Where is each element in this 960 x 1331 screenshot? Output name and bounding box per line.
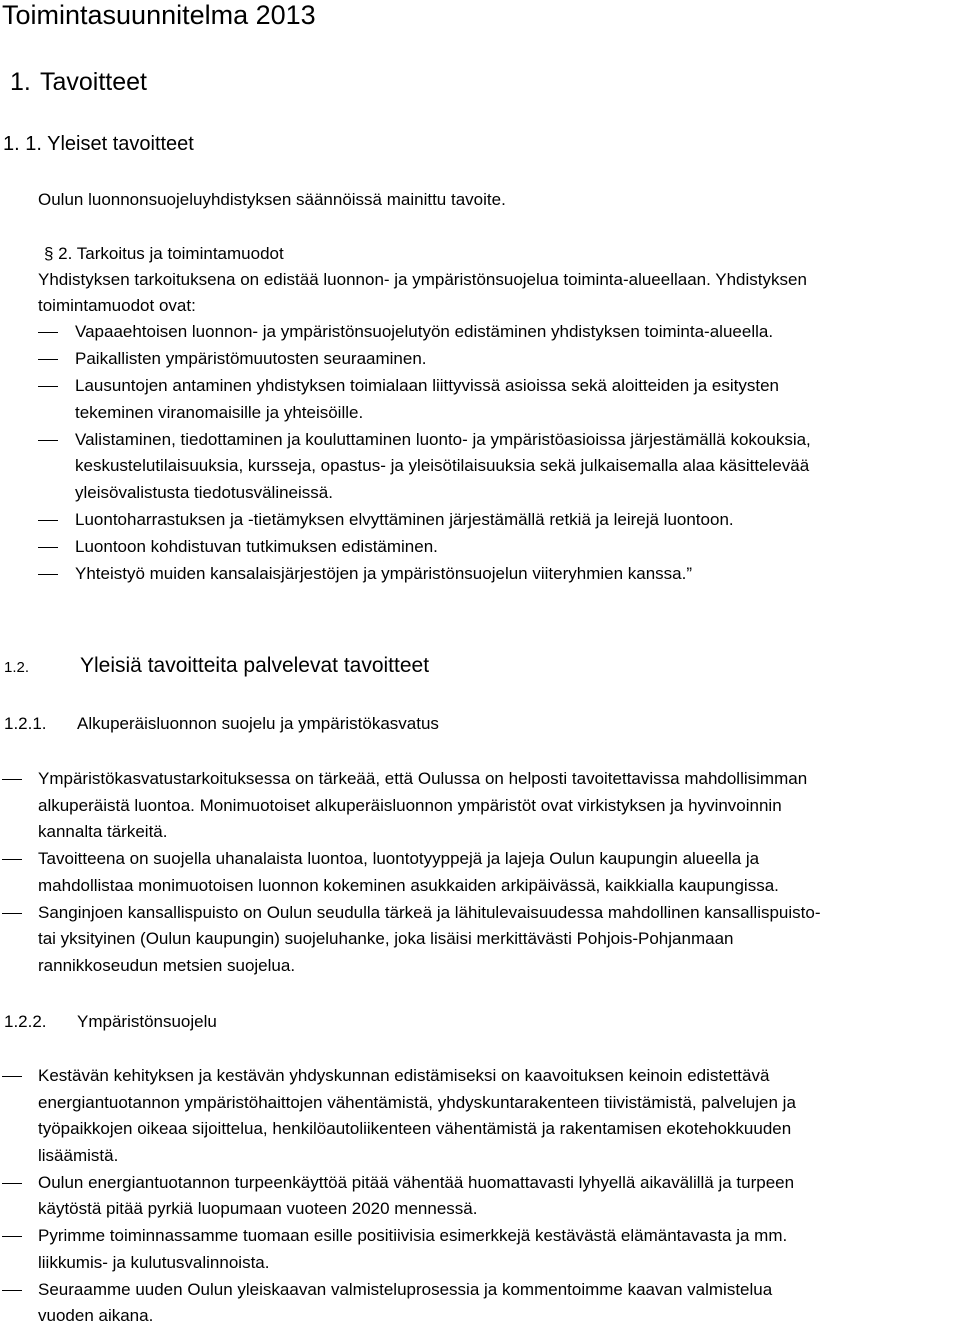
list-item-line: Tavoitteena on suojella uhanalaista luontoa, luontotyyppejä ja lajeja Oulun kaupungin alueella ja: [38, 849, 760, 869]
section-1-2-2-title: Ympäristönsuojelu: [77, 1012, 217, 1031]
list-item-line: tai yksityinen (Oulun kaupungin) suojeluhanke, joka lisäisi merkittävästi Pohjois-Pohjanmaan: [38, 929, 734, 949]
list-item-line: Kestävän kehityksen ja kestävän yhdyskunnan edistämiseksi on kaavoituksen keinoin edistettävä: [38, 1066, 770, 1085]
dash-bullet-icon: [2, 1183, 22, 1184]
heading-1-1: 1. 1. Yleiset tavoitteet: [3, 133, 194, 155]
list-item-line: Valistaminen, tiedottaminen ja kouluttaminen luonto- ja ympäristöasioissa järjestämällä kokouksia,: [75, 429, 811, 449]
list-item-line: Luontoharrastuksen ja -tietämyksen elvyttäminen järjestämällä retkiä ja leirejä luontoon.: [75, 509, 734, 529]
dash-bullet-icon: [38, 520, 58, 521]
dash-bullet-icon: [38, 547, 58, 548]
section-2-line-1: Yhdistyksen tarkoituksena on edistää luonnon- ja ympäristönsuojelua toiminta-alueellaan. Yhdistyksen: [38, 270, 807, 289]
dash-bullet-icon: [2, 1290, 22, 1291]
section-2-heading: § 2. Tarkoitus ja toimintamuodot: [44, 244, 284, 263]
list-item-line: Lausuntojen antaminen yhdistyksen toimialaan liittyvissä asioissa sekä aloitteiden ja esitysten: [75, 376, 779, 395]
heading-1: [10, 67, 960, 97]
list-item-line: yleisövalistusta tiedotusvälineissä.: [75, 482, 333, 502]
dash-bullet-icon: [2, 1236, 22, 1237]
section-2-line-2: toimintamuodot ovat:: [38, 296, 196, 315]
document-title: Toimintasuunnitelma 2013: [2, 0, 316, 30]
list-item-line: lisäämistä.: [38, 1145, 119, 1165]
list-item-line: Vapaaehtoisen luonnon- ja ympäristönsuojelutyön edistäminen yhdistyksen toiminta-alueella.: [75, 322, 774, 341]
dash-bullet-icon: [2, 1076, 22, 1077]
section-1-2-2-number: 1.2.2.: [4, 1012, 47, 1031]
list-item-line: tekeminen viranomaisille ja yhteisöille.: [75, 402, 364, 422]
list-item-line: työpaikkojen oikeaa sijoittelua, henkilöautoliikenteen vähentämistä ja rakentamisen ekotehokkuuden: [38, 1119, 792, 1138]
section-1-2-1-title: Alkuperäisluonnon suojelu ja ympäristökasvatus: [77, 714, 439, 733]
list-item-line: Paikallisten ympäristömuutosten seuraaminen.: [75, 349, 427, 368]
list-item-line: Yhteistyö muiden kansalaisjärjestöjen ja ympäristönsuojelun viiteryhmien kanssa.”: [75, 563, 693, 583]
list-item-line: energiantuotannon ympäristöhaittojen vähentämistä, yhdyskuntarakenteen tiivistämistä, palvelujen ja: [38, 1092, 796, 1112]
list-item-line: Seuraamme uuden Oulun yleiskaavan valmisteluprosessia ja kommentoimme kaavan valmistelua: [38, 1279, 773, 1299]
dash-bullet-icon: [38, 332, 58, 333]
dash-bullet-icon: [38, 386, 58, 387]
list-item-line: Sanginjoen kansallispuisto on Oulun seudulla tärkeä ja lähitulevaisuudessa mahdollinen kansallispuisto-: [38, 902, 821, 922]
list-item-line: alkuperäistä luontoa. Monimuotoiset alkuperäisluonnon ympäristöt ovat virkistyksen ja hyvinvoinnin: [38, 795, 782, 815]
list-item-line: vuoden aikana.: [38, 1306, 154, 1326]
list-item-line: rannikkoseudun metsien suojelua.: [38, 955, 296, 975]
dash-bullet-icon: [38, 359, 58, 360]
list-item-line: Oulun energiantuotannon turpeenkäyttöä pitää vähentää huomattavasti lyhyellä aikavälillä ja turpeen: [38, 1172, 795, 1192]
intro-paragraph: Oulun luonnonsuojeluyhdistyksen säännöissä mainittu tavoite.: [38, 190, 506, 209]
section-2-block: [38, 241, 953, 319]
section-1-2-number: 1.2.: [4, 659, 30, 676]
section-1-2-1-number: 1.2.1.: [4, 714, 47, 733]
list-item-line: kannalta tärkeitä.: [38, 822, 168, 841]
dash-bullet-icon: [38, 574, 58, 575]
dash-bullet-icon: [2, 913, 22, 914]
heading-1-text: Tavoitteet: [40, 68, 148, 96]
dash-bullet-icon: [38, 440, 58, 441]
list-item-line: Ympäristökasvatustarkoituksessa on tärkeää, että Oulussa on helposti tavoitettavissa mahdollisimman: [38, 769, 808, 788]
list-item-line: liikkumis- ja kulutusvalinnoista.: [38, 1252, 270, 1272]
list-item-line: käytöstä pitää pyrkiä luopumaan vuoteen 2020 mennessä.: [38, 1199, 478, 1219]
dash-bullet-icon: [2, 859, 22, 860]
dash-bullet-icon: [2, 779, 22, 780]
list-item-line: Luontoon kohdistuvan tutkimuksen edistäminen.: [75, 536, 438, 556]
heading-1-number: 1.: [10, 68, 31, 96]
list-item-line: mahdollistaa monimuotoisen luonnon kokeminen asukkaiden arkipäivässä, kaikkialla kaupungissa.: [38, 875, 779, 895]
section-1-2-title: Yleisiä tavoitteita palvelevat tavoitteet: [80, 654, 430, 677]
list-item-line: Pyrimme toiminnassamme tuomaan esille positiivisia esimerkkejä kestävästä elämäntavasta ja mm.: [38, 1226, 788, 1246]
list-item-line: keskustelutilaisuuksia, kursseja, opastus- ja yleisötilaisuuksia sekä julkaisemalla alaa käsittelevää: [75, 456, 810, 475]
